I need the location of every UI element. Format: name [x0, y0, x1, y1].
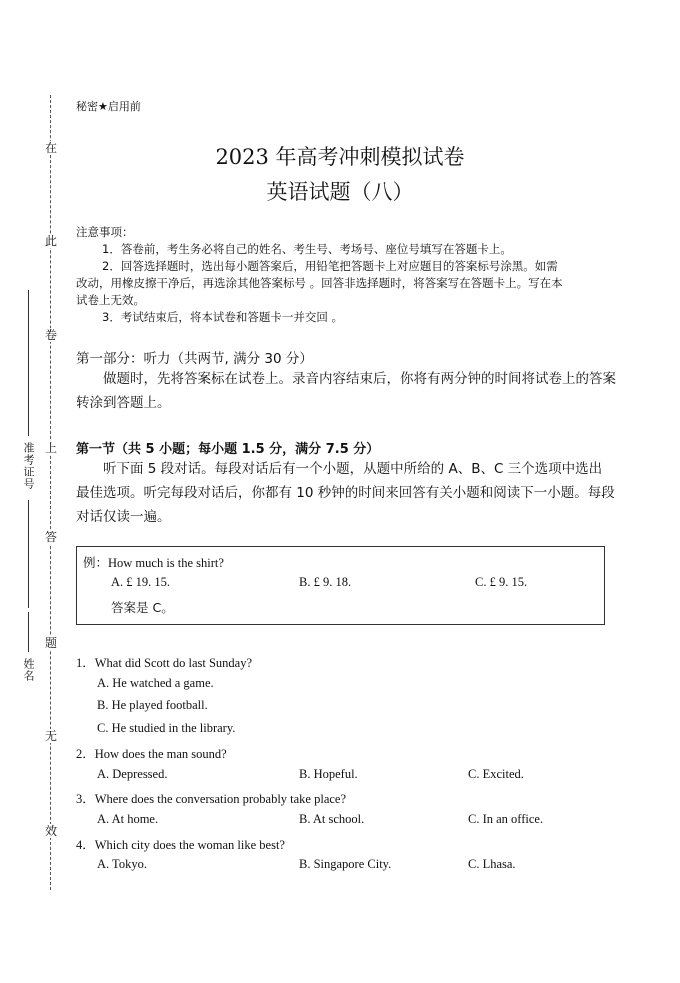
question-2-option-c[interactable]: C. Excited.	[468, 767, 524, 781]
seal-char: 在	[44, 141, 57, 155]
example-box	[76, 546, 605, 625]
question-2-stem: 2．How does the man sound?	[76, 747, 227, 761]
question-4-option-c[interactable]: C. Lhasa.	[468, 857, 516, 871]
question-3-option-c[interactable]: C. In an office.	[468, 812, 544, 826]
seal-char: 上	[44, 441, 57, 455]
seal-dashed-line	[50, 95, 51, 890]
section1-instruction-line3: 对话仅读一遍。	[76, 509, 171, 525]
page-subtitle: 英语试题（八）	[266, 180, 414, 204]
notice-title: 注意事项：	[76, 225, 134, 239]
question-4-option-a[interactable]: A. Tokyo.	[97, 857, 147, 871]
question-1-option-c[interactable]: C. He studied in the library.	[97, 721, 236, 735]
seal-char: 答	[44, 530, 57, 544]
example-answer: 答案是 C。	[111, 600, 174, 615]
part1-instruction-line2: 转涂到答题上。	[76, 395, 171, 411]
question-3-option-a[interactable]: A. At home.	[97, 812, 159, 826]
section1-heading: 第一节（共 5 小题；每小题 1.5 分，满分 7.5 分）	[76, 442, 380, 457]
section1-instruction-line2: 最佳选项。听完每段对话后，你都有 10 秒钟的时间来回答有关小题和阅读下一小题。每段	[76, 485, 615, 501]
secret-mark: 秘密★启用前	[76, 100, 141, 113]
question-3-option-b[interactable]: B. At school.	[299, 812, 365, 826]
question-2-option-a[interactable]: A. Depressed.	[97, 767, 168, 781]
part1-instruction-line1: 做题时，先将答案标在试卷上。录音内容结束后，你将有两分钟的时间将试卷上的答案	[103, 371, 616, 387]
example-option-c: C. £ 9. 15.	[475, 575, 528, 589]
notice-item-2-line1: 2．回答选择题时，选出每小题答案后，用铅笔把答题卡上对应题目的答案标号涂黑。如需	[102, 259, 558, 273]
question-1-option-b[interactable]: B. He played football.	[97, 698, 208, 712]
name-blank-line[interactable]	[28, 612, 29, 652]
question-2-option-b[interactable]: B. Hopeful.	[299, 767, 358, 781]
page-title: 2023 年高考冲刺模拟试卷	[215, 145, 465, 169]
notice-item-1: 1．答卷前，考生务必将自己的姓名、考生号、考场号、座位号填写在答题卡上。	[102, 242, 512, 256]
question-1-option-a[interactable]: A. He watched a game.	[97, 676, 214, 690]
notice-item-3: 3．考试结束后，将本试卷和答题卡一并交回 。	[102, 310, 343, 324]
seal-char: 无	[44, 729, 57, 743]
seal-char: 卷	[44, 328, 57, 342]
seal-char: 题	[44, 636, 57, 650]
question-4-stem: 4．Which city does the woman like best?	[76, 838, 285, 852]
seal-char: 效	[44, 824, 57, 838]
exam-id-blank-line[interactable]	[28, 290, 29, 436]
example-question: 例：How much is the shirt?	[83, 556, 224, 570]
notice-item-2-line3: 试卷上无效。	[76, 293, 145, 307]
section1-instruction-line1: 听下面 5 段对话。每段对话后有一个小题，从题中所给的 A、B、C 三个选项中选出	[103, 461, 603, 477]
exam-id-blank-line-lower[interactable]	[28, 500, 29, 608]
exam-id-label: 准考证号	[22, 442, 35, 490]
question-4-option-b[interactable]: B. Singapore City.	[299, 857, 392, 871]
question-3-stem: 3．Where does the conversation probably take place?	[76, 792, 347, 806]
part1-heading: 第一部分：听力（共两节, 满分 30 分）	[76, 351, 313, 367]
name-label: 姓名	[22, 658, 35, 682]
example-option-a: A. £ 19. 15.	[111, 575, 171, 589]
notice-item-2-line2: 改动，用橡皮擦干净后，再选涂其他答案标号 。回答非选择题时，将答案写在答题卡上。写在本	[76, 276, 563, 290]
seal-char: 此	[44, 234, 57, 248]
example-option-b: B. £ 9. 18.	[299, 575, 352, 589]
question-1-stem: 1．What did Scott do last Sunday?	[76, 656, 253, 670]
